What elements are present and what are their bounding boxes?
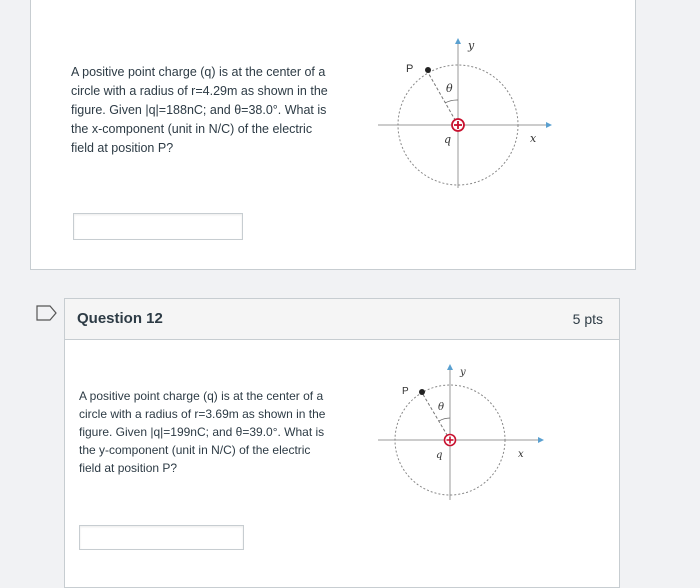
- theta-label: θ: [446, 82, 453, 95]
- question-header: [65, 299, 619, 340]
- question-figure: [372, 358, 572, 508]
- point-p-label: P: [406, 63, 414, 75]
- point-p-dot: [419, 389, 425, 395]
- charge-q-label: q: [444, 133, 452, 146]
- x-axis-label: x: [530, 132, 537, 145]
- answer-input[interactable]: [79, 525, 244, 550]
- flag-icon[interactable]: [36, 305, 58, 321]
- point-p-dot: [425, 67, 431, 73]
- charge-q-label: q: [436, 450, 443, 461]
- question-title: Question 12: [77, 310, 163, 327]
- answer-input[interactable]: [73, 213, 243, 240]
- y-axis-label: y: [460, 367, 466, 378]
- question-text: A positive point charge (q) is at the center of a circle with a radius of r=4.29m as shown in the figure. Given |q|=188nC; and θ=38.0°. What is the x-component (unit in N/C) of the electric field at position P?: [71, 65, 328, 155]
- question-points: 5 pts: [572, 311, 603, 327]
- theta-label: θ: [438, 402, 445, 413]
- question-text: A positive point charge (q) is at the center of a circle with a radius of r=3.69m as shown in the figure. Given |q|=199nC; and θ=39.0°. What is the y-component (unit in N/C) of the electric field at position P?: [79, 389, 326, 475]
- point-p-label: P: [402, 386, 409, 397]
- x-axis-label: x: [518, 449, 524, 460]
- y-axis-label: y: [468, 39, 475, 52]
- question-figure: [350, 30, 570, 200]
